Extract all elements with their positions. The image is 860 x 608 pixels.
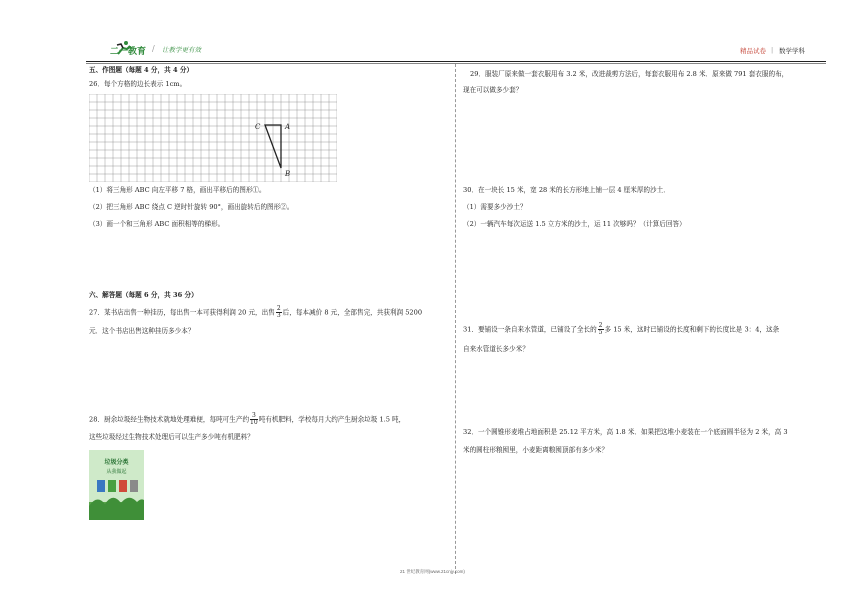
q28-text-b: 吨有机肥料，学校每月大约产生厨余垃圾 1.5 吨， bbox=[258, 415, 406, 424]
q30-line1: 30．在一块长 15 米，宽 28 米的长方形地上铺一层 4 厘米厚的沙土． bbox=[463, 186, 670, 194]
q26-part2: （2）把三角形 ABC 绕点 C 逆时针旋转 90°，画出旋转后的图形②。 bbox=[89, 203, 294, 211]
q28-text-a: 28．厨余垃圾经生物技术就地处理难便，每吨可生产约 bbox=[89, 415, 250, 424]
q31-fraction bbox=[598, 323, 604, 336]
bin-blue bbox=[97, 480, 105, 492]
label-b: B bbox=[285, 170, 291, 178]
q30-part2: （2）一辆汽车每次运送 1.5 立方米的沙土，运 11 次够吗？（计算后回答） bbox=[463, 220, 686, 228]
q27-fraction bbox=[276, 306, 282, 319]
q28-fraction bbox=[250, 413, 258, 426]
q28-line2: 这些垃圾经过生物技术处理后可以生产多少吨有机肥料？ bbox=[89, 433, 254, 441]
section5-title: 五、作图题（每题 4 分，共 4 分） bbox=[89, 66, 194, 74]
q27-frac-den: 3 bbox=[276, 312, 281, 319]
poster-title-1: 垃圾分类 bbox=[104, 459, 129, 466]
q26-part3: （3）画一个和三角形 ABC 面积相等的梯形。 bbox=[89, 220, 225, 228]
q28-frac-num: 3 bbox=[251, 412, 256, 419]
q32-line1: 32．一个圆锥形麦堆占地面积是 25.12 平方米，高 1.8 米．如果把这堆小麦装在一个底面圆半径为 2 米，高 3 bbox=[463, 428, 788, 436]
label-a: A bbox=[285, 123, 291, 131]
q31-line1 bbox=[463, 323, 779, 336]
header-rule bbox=[86, 61, 826, 62]
q28-line1 bbox=[89, 413, 405, 426]
q26-text: 26．每个方格的边长表示 1cm。 bbox=[89, 80, 187, 88]
q28-frac-den: 10 bbox=[250, 419, 258, 426]
header-slogan: 让教学更有效 bbox=[162, 47, 201, 54]
q27-line1 bbox=[89, 306, 422, 319]
column-divider bbox=[455, 64, 456, 574]
footer-credit: 21 世纪教育网(www.21cnjy.com) bbox=[400, 569, 465, 574]
section6-title: 六、解答题（每题 6 分，共 36 分） bbox=[89, 291, 198, 299]
q31-frac-den: 5 bbox=[598, 329, 603, 336]
q29-line2: 现在可以做多少套？ bbox=[463, 86, 523, 94]
q31-line2: 自来水管道长多少米？ bbox=[463, 345, 529, 353]
q32-line2: 米的圆柱形粮囤里，小麦距离粮囤顶部有多少米？ bbox=[463, 446, 609, 454]
q31-frac-num: 2 bbox=[598, 322, 603, 329]
tag-separator: | bbox=[771, 46, 774, 54]
header-rule-thin bbox=[86, 63, 826, 64]
tag-subject: 数学学科 bbox=[779, 48, 805, 55]
waste-sorting-poster bbox=[89, 450, 144, 520]
q31-text-b: 多 15 米，这时已铺设的长度和剩下的长度比是 3：4，这条 bbox=[604, 325, 780, 334]
q30-part1: （1）需要多少沙土？ bbox=[463, 203, 527, 211]
bin-green bbox=[108, 480, 116, 492]
label-c: C bbox=[255, 123, 261, 131]
q27-text-b: 后，每本减价 8 元，全部售完，共获利润 5200 bbox=[282, 308, 423, 317]
tag-quality: 精品试卷 bbox=[740, 48, 766, 55]
q29-line1: 29．服装厂原来做一套衣服用布 3.2 米，改进裁剪方法后，每套衣服用布 2.8 米．原来做 791 套衣服的布， bbox=[470, 70, 789, 78]
q27-text-a: 27．某书店出售一种挂历，每出售一本可获得利润 20 元，出售 bbox=[89, 308, 275, 317]
header-slash: / bbox=[152, 44, 155, 53]
bin-red bbox=[119, 480, 127, 492]
poster-title-2: 从我做起 bbox=[106, 469, 127, 475]
q31-text-a: 31．要铺设一条自来水管道，已铺设了全长的 bbox=[463, 325, 597, 334]
logo-text: 二一教育 bbox=[110, 46, 147, 56]
bin-gray bbox=[130, 480, 138, 492]
q26-part1: （1）将三角形 ABC 向左平移 7 格，画出平移后的图形①。 bbox=[89, 186, 266, 194]
q27-line2: 元．这个书店出售这种挂历多少本？ bbox=[89, 327, 195, 335]
square-grid bbox=[89, 94, 337, 182]
q27-frac-num: 2 bbox=[276, 305, 281, 312]
